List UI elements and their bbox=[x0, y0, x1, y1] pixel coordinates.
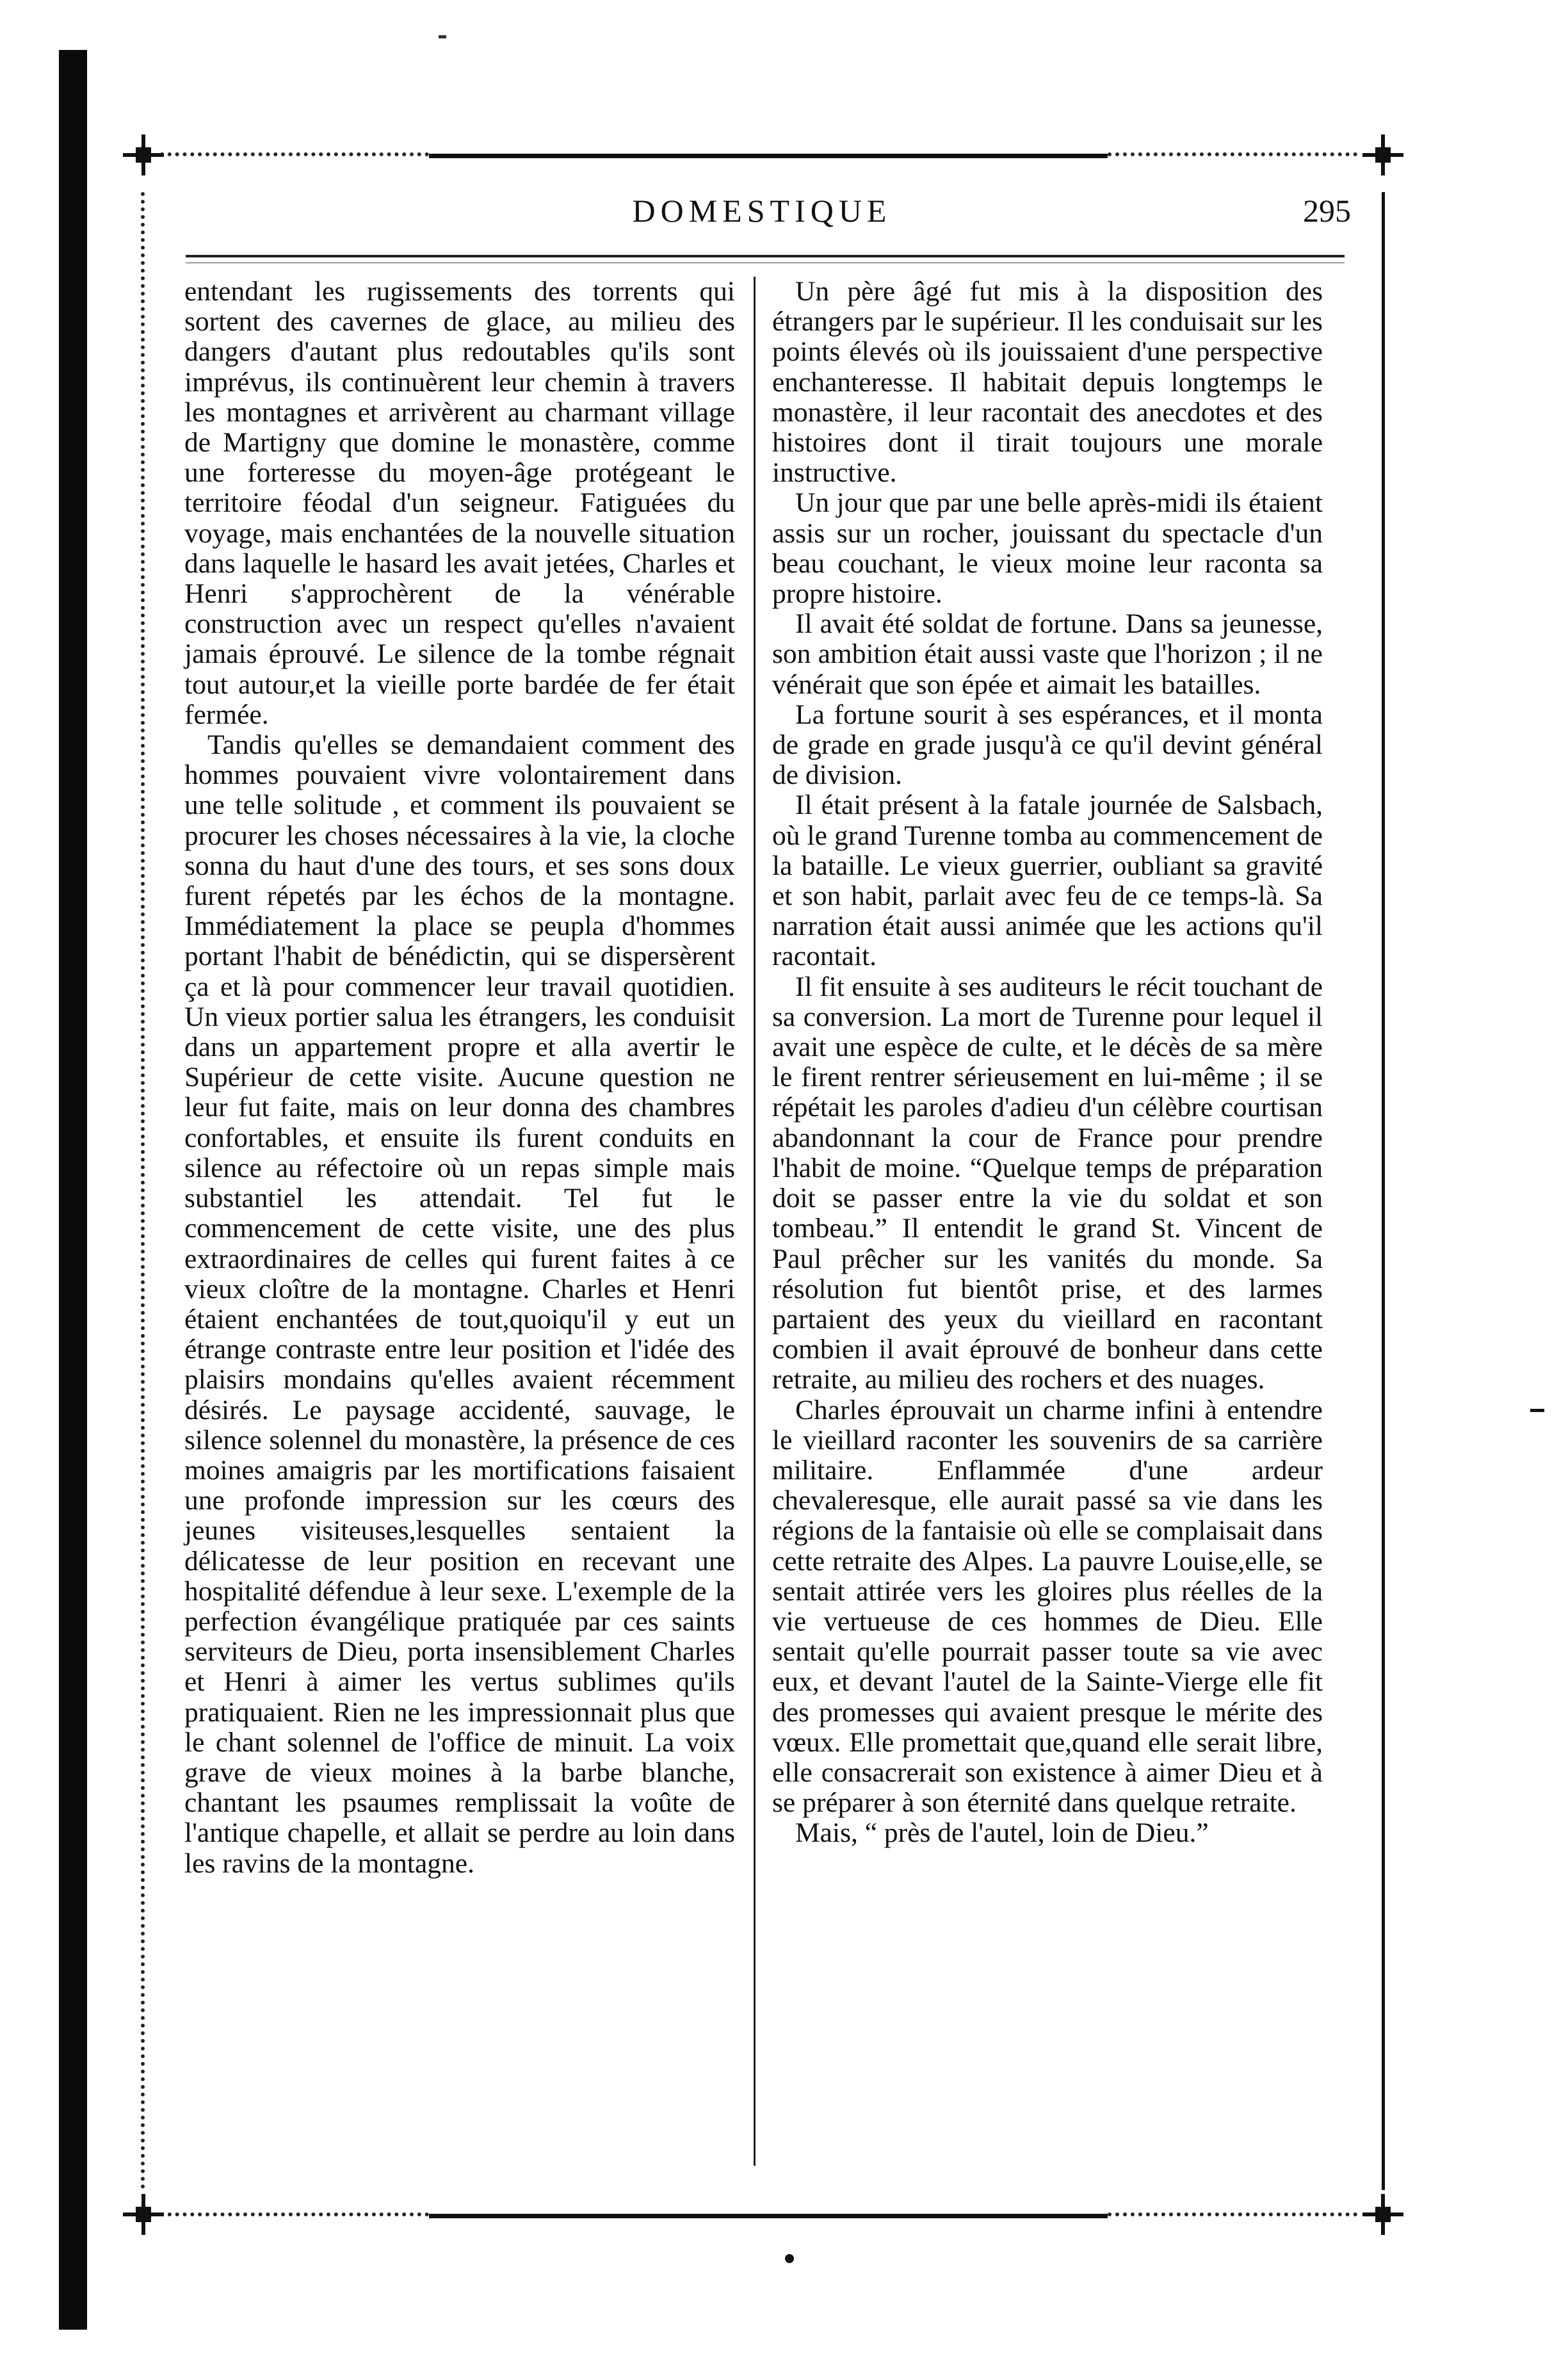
header-rule bbox=[186, 255, 1345, 257]
paragraph: La fortune sourit à ses espérances, et il monta de grade en grade jusqu'à ce qu'il devint général de division. bbox=[772, 699, 1323, 791]
paragraph: Il avait été soldat de fortune. Dans sa jeunesse, son ambition était aussi vaste que l'horizon ; il ne vénérait que son épée et aimait les batailles. bbox=[772, 608, 1323, 700]
top-border-center bbox=[429, 154, 1108, 158]
bottom-border-right bbox=[1108, 2213, 1357, 2216]
column-divider bbox=[754, 277, 756, 2166]
right-column bbox=[772, 277, 1323, 1849]
paragraph: Tandis qu'elles se demandaient comment des hommes pouvaient vivre volontairement dans une telle solitude , et comment ils pouvaient se procurer les choses nécessaires à la vie, la cloche sonna du haut d'une des tours, et ses sons doux furent répetés par les échos de la montagne. Immédiatement la place se peupla d'hommes portant l'habit de bénédictin, qui se dispersèrent ça et là pour commencer leur travail quotidien. Un vieux portier salua les étrangers, les conduisit dans un appartement propre et alla avertir le Supérieur de cette visite. Aucune question ne leur fut faite, mais on leur donna des chambres confortables, et ensuite ils furent conduits en silence au réfectoire où un repas simple mais substantiel les attendait. Tel fut le commencement de cette visite, une des plus extraordinaires de celles qui furent faites à ce vieux cloître de la montagne. Charles et Henri étaient enchantées de tout,quoiqu'il y eut un étrange contraste entre leur position et l'idée des plaisirs mondains qu'elles avaient récemment désirés. Le paysage accidenté, sauvage, le silence solennel du monastère, la présence de ces moines amaigris par les mortifications faisaient une profonde impression sur les cœurs des jeunes visiteuses,lesquelles sentaient la délicatesse de leur position en recevant une hospitalité défendue à leur sexe. L'exemple de la perfection évangélique pratiquée par ces saints serviteurs de Dieu, porta insensiblement Charles et Henri à aimer les vertus sublimes qu'ils pratiquaient. Rien ne les impressionnait plus que le chant solennel de l'office de minuit. La voix grave de vieux moines à la barbe blanche, chantant les psaumes remplissait la voûte de l'antique chapelle, et allait se perdre au loin dans les ravins de la montagne. bbox=[184, 729, 735, 1879]
bottom-border-left bbox=[160, 2213, 429, 2216]
ink-dot bbox=[785, 2254, 794, 2263]
paragraph: Il fit ensuite à ses auditeurs le récit touchant de sa conversion. La mort de Turenne pour lequel il avait une espèce de culte, et le décès de sa mère le firent rentrer sérieusement en lui-même ; il se répétait les paroles d'adieu d'un célèbre courtisan abandonnant la cour de France pour prendre l'habit de moine. “Quelque temps de préparation doit se passer entre la vie du soldat et son tombeau.” Il entendit le grand St. Vincent de Paul prêcher sur les vanités du monde. Sa résolution fut bientôt prise, et des larmes partaient des yeux du vieillard en racontant combien il avait éprouvé de bonheur dans cette retraite, au milieu des rochers et des nuages. bbox=[772, 971, 1323, 1395]
running-head: DOMESTIQUE bbox=[632, 193, 892, 229]
paragraph: Mais, “ près de l'autel, loin de Dieu.” bbox=[795, 1817, 1209, 1849]
left-column bbox=[184, 277, 735, 1879]
paragraph: Un père âgé fut mis à la disposition des étrangers par le supérieur. Il les conduisait sur les points élevés où ils jouissaient d'une perspective enchanteresse. Il habitait depuis longtemps le monastère, il leur racontait des anecdotes et des histoires dont il tirait toujours une morale instructive. bbox=[772, 276, 1323, 489]
bottom-border-center bbox=[429, 2214, 1108, 2218]
ink-mark bbox=[1530, 1409, 1544, 1412]
page-header bbox=[179, 192, 1351, 243]
top-border-right bbox=[1108, 152, 1357, 156]
left-border bbox=[141, 192, 145, 2190]
corner-ornament-top-left bbox=[123, 134, 164, 175]
binding-bar bbox=[59, 50, 87, 2330]
paragraph: Charles éprouvait un charme infini à entendre le vieillard raconter les souvenirs de sa carrière militaire. Enflammée d'une ardeur chevaleresque, elle aurait passé sa vie dans les régions de la fantaisie où elle se complaisait dans cette retraite des Alpes. La pauvre Louise,elle, se sentait attirée vers les gloires plus réelles de la vie vertueuse de ces hommes de Dieu. Elle sentait qu'elle pourrait passer toute sa vie avec eux, et devant l'autel de la Sainte-Vierge elle fit des promesses qui avaient presque le mérite des vœux. Elle promettait que,quand elle serait libre, elle consacrerait son existence à aimer Dieu et à se préparer à son éternité dans quelque retraite. bbox=[772, 1394, 1323, 1819]
paragraph: entendant les rugissements des torrents qui sortent des cavernes de glace, au milieu des dangers d'autant plus redoutables qu'ils sont imprévus, ils continuèrent leur chemin à travers les montagnes et arrivèrent au charmant village de Martigny que domine le monastère, comme une forteresse du moyen-âge protégeant le territoire féodal d'un seigneur. Fatiguées du voyage, mais enchantées de la nouvelle situation dans laquelle le hasard les avait jetées, Charles et Henri s'approchèrent de la vénérable construction avec un respect qu'elles n'avaient jamais éprouvé. Le silence de la tombe régnait tout autour,et la vieille porte bardée de fer était fermée. bbox=[184, 276, 735, 730]
corner-ornament-bottom-left bbox=[123, 2194, 164, 2235]
top-border-left bbox=[160, 152, 429, 156]
right-border bbox=[1382, 192, 1385, 2190]
corner-ornament-bottom-right bbox=[1362, 2194, 1403, 2235]
paragraph: Il était présent à la fatale journée de Salsbach, où le grand Turenne tomba au commencement de la bataille. Le vieux guerrier, oubliant sa gravité et son habit, parlait avec feu de ce temps-là. Sa narration était aussi animée que les actions qu'il racontait. bbox=[772, 790, 1323, 972]
page-number: 295 bbox=[1303, 193, 1351, 229]
ink-mark bbox=[439, 35, 446, 38]
corner-ornament-top-right bbox=[1362, 134, 1403, 175]
paragraph: Un jour que par une belle après-midi ils étaient assis sur un rocher, jouissant du spectacle d'un beau couchant, le vieux moine leur raconta sa propre histoire. bbox=[772, 487, 1323, 610]
